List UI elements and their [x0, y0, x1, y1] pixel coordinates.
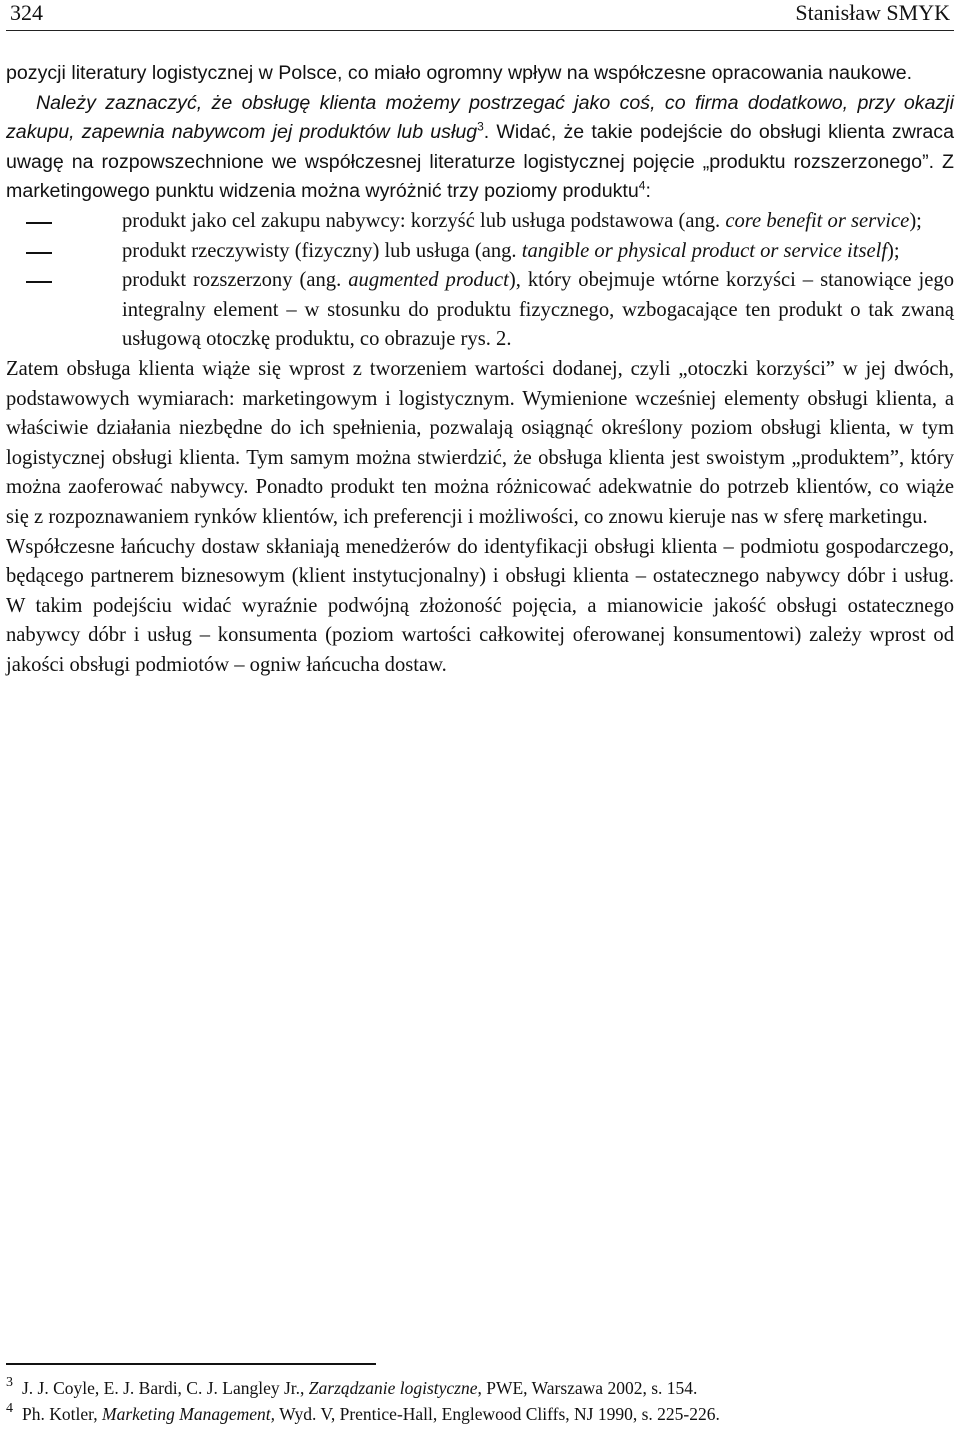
footnote-number: 4 — [6, 1401, 13, 1416]
list-item: produkt rzeczywisty (fizyczny) lub usługa (ang. tangible or physical product or service itself); — [6, 237, 954, 267]
dash-bullet-icon — [26, 281, 52, 283]
paragraph-3: Zatem obsługa klienta wiąże się wprost z tworzeniem wartości dodanej, czyli „otoczki korzyści” w jej dwóch, podstawowych wymiarach: marketingowym i logistycznym. Wymienione wcześniej elementy obsługi klienta, a właściwie działania niezbędne do ich spełnienia, pozwalają osiągnąć określony poziom obsługi klienta, w tym logistycznej obsługi klienta. Tym samym można stwierdzić, że obsługa klienta jest swoistym „produktem”, który można zaoferować nabywcy. Ponadto produkt ten można różnicować adekwatnie do potrzeb klientów, co wiąże się z rozpoznawaniem rynków klientów, ich preferencji i możliwości, co znowu kieruje nas w sferę marketingu. — [6, 357, 954, 528]
dash-bullet-icon — [26, 252, 52, 254]
footnotes — [6, 1375, 954, 1427]
paragraph-2-italic: Należy zaznaczyć, że obsługę klienta możemy postrzegać jako coś, co firma dodatkowo, przy okazji zakupu, zapewnia nabywcom jej produktów lub usług — [6, 91, 954, 144]
footnote-ref-4[interactable]: 4 — [638, 178, 646, 193]
dash-bullet-icon — [26, 222, 52, 224]
author-name: Stanisław SMYK — [795, 0, 950, 25]
footnote-ref-3[interactable]: 3 — [477, 119, 484, 134]
list-item: produkt jako cel zakupu nabywcy: korzyść lub usługa podstawowa (ang. core benefit or service); — [6, 207, 954, 237]
paragraph-2-end: : — [645, 180, 651, 203]
product-levels-list — [6, 207, 954, 355]
footnote-3: 3 J. J. Coyle, E. J. Bardi, C. J. Langley Jr., Zarządzanie logistyczne, PWE, Warszawa 2002, s. 154. — [6, 1375, 954, 1401]
paragraph-2-text: . Widać, że takie podejście do obsługi klienta zwraca uwagę na rozpowszechnione we współczesnej literaturze logistycznej pojęcie „produktu rozszerzonego”. Z marketingowego punktu widzenia można wyróżnić trzy poziomy produktu — [6, 121, 954, 203]
body-text — [6, 59, 954, 680]
footnote-number: 3 — [6, 1375, 13, 1390]
footnote-4: 4 Ph. Kotler, Marketing Management, Wyd. V, Prentice-Hall, Englewood Cliffs, NJ 1990, s. 225-226. — [6, 1401, 954, 1427]
page-number: 324 — [10, 0, 43, 25]
paragraph-1: pozycji literatury logistycznej w Polsce, co miało ogromny wpływ na współczesne opracowania naukowe. — [6, 62, 913, 84]
paragraph-4: Współczesne łańcuchy dostaw skłaniają menedżerów do identyfikacji obsługi klienta – podmiotu gospodarczego, będącego partnerem biznesowym (klient instytucjonalny) i obsługi klienta – ostatecznego nabywcy dóbr i usług. W takim podejściu widać wyraźnie podwójną złożoność pojęcia, a mianowicie jakość obsługi ostatecznego nabywcy dóbr i usług – konsumenta (poziom wartości całkowitej oferowanej konsumentowi) zależy wprost od jakości obsługi podmiotów – ogniw łańcucha dostaw. — [6, 535, 954, 676]
running-header — [6, 0, 954, 31]
footnote-separator — [6, 1363, 376, 1365]
paragraph-2 — [6, 89, 954, 207]
list-item: produkt rozszerzony (ang. augmented product), który obejmuje wtórne korzyści – stanowiące jego integralny element – w stosunku do produktu fizycznego, wzbogacające ten produkt o tak zwaną usługową otoczkę produktu, co obrazuje rys. 2. — [6, 266, 954, 355]
